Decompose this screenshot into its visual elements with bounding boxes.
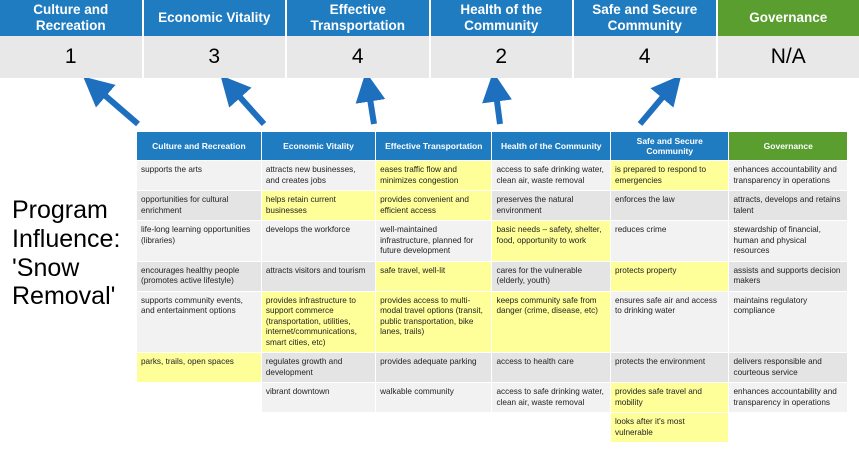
score-governance: N/A	[770, 45, 806, 68]
matrix-cell: stewardship of financial, human and physical resources	[729, 221, 848, 262]
table-row	[137, 413, 848, 443]
score-health-of-the-community: 2	[431, 36, 575, 78]
matrix-header-effective-transportation: Effective Transportation	[376, 132, 492, 161]
arrow-group	[0, 78, 859, 132]
score-economic-vitality: 3	[144, 36, 288, 78]
matrix-cell: protects the environment	[610, 353, 729, 383]
header-cell-governance	[718, 0, 859, 36]
matrix-cell: enhances accountability and transparency in operations	[729, 161, 848, 191]
matrix-cell: supports the arts	[137, 161, 262, 191]
arrow-icon-1	[94, 86, 138, 124]
header-cell-health-of-the-community	[431, 0, 575, 36]
matrix-cell	[729, 413, 848, 443]
matrix-cell: looks after it's most vulnerable	[610, 413, 729, 443]
matrix-cell: keeps community safe from danger (crime, disease, etc)	[492, 291, 611, 353]
matrix-cell: protects property	[610, 261, 729, 291]
matrix-cell	[492, 413, 611, 443]
scorecard-header-band	[0, 0, 859, 36]
score-effective-transportation: 4	[287, 36, 431, 78]
matrix-cell: preserves the natural environment	[492, 191, 611, 221]
header-cell-label: Economic Vitality	[158, 10, 271, 26]
header-cell-label: Safe and Secure Community	[592, 2, 698, 33]
matrix-header-governance: Governance	[729, 132, 848, 161]
matrix-cell	[137, 413, 262, 443]
table-row	[137, 353, 848, 383]
matrix-cell: regulates growth and development	[261, 353, 375, 383]
matrix-cell: eases traffic flow and minimizes congestion	[376, 161, 492, 191]
program-influence-line-4: Removal'	[12, 282, 116, 311]
header-cell-label: Culture and Recreation	[33, 2, 109, 33]
matrix-cell: assists and supports decision makers	[729, 261, 848, 291]
matrix-cell: attracts visitors and tourism	[261, 261, 375, 291]
matrix-cell: supports community events, and entertainment options	[137, 291, 262, 353]
table-row	[137, 261, 848, 291]
score-safe-and-secure-community: 4	[574, 36, 718, 78]
arrow-icon-4	[495, 86, 500, 124]
score-band	[0, 36, 859, 78]
header-cell-culture-and-recreation	[0, 0, 144, 36]
matrix-cell: life-long learning opportunities (libraries)	[137, 221, 262, 262]
matrix-cell: opportunities for cultural enrichment	[137, 191, 262, 221]
matrix-cell: provides access to multi-modal travel options (transit, public transportation, bike lanes, trails)	[376, 291, 492, 353]
matrix-header-economic-vitality: Economic Vitality	[261, 132, 375, 161]
matrix-cell: is prepared to respond to emergencies	[610, 161, 729, 191]
header-cell-safe-and-secure-community	[574, 0, 718, 36]
matrix-cell: maintains regulatory compliance	[729, 291, 848, 353]
arrow-icon-5	[640, 86, 672, 124]
matrix-cell: provides adequate parking	[376, 353, 492, 383]
matrix-cell: parks, trails, open spaces	[137, 353, 262, 383]
matrix-cell: develops the workforce	[261, 221, 375, 262]
header-cell-label: Governance	[749, 10, 828, 26]
matrix-header-culture-and-recreation: Culture and Recreation	[137, 132, 262, 161]
matrix-header-safe-and-secure-community: Safe and Secure Community	[610, 132, 729, 161]
header-cell-economic-vitality	[144, 0, 288, 36]
matrix-cell: attracts new businesses, and creates jobs	[261, 161, 375, 191]
matrix-cell: well-maintained infrastructure, planned for future development	[376, 221, 492, 262]
matrix-cell: access to health care	[492, 353, 611, 383]
matrix-cell: helps retain current businesses	[261, 191, 375, 221]
matrix-cell	[261, 413, 375, 443]
matrix-cell: provides infrastructure to support commerce (transportation, utilities, internet/communications, smart cities, etc)	[261, 291, 375, 353]
matrix-cell: vibrant downtown	[261, 383, 375, 413]
matrix-cell: delivers responsible and courteous service	[729, 353, 848, 383]
matrix-header-row	[137, 132, 848, 161]
matrix-cell: encourages healthy people (promotes active lifestyle)	[137, 261, 262, 291]
matrix-cell: ensures safe air and access to drinking water	[610, 291, 729, 353]
matrix-cell: reduces crime	[610, 221, 729, 262]
matrix-cell: cares for the vulnerable (elderly, youth)	[492, 261, 611, 291]
matrix-cell: enhances accountability and transparency in operations	[729, 383, 848, 413]
matrix-cell	[137, 383, 262, 413]
score-culture-and-recreation: 1	[0, 36, 144, 78]
matrix-cell: safe travel, well-lit	[376, 261, 492, 291]
table-row	[137, 191, 848, 221]
table-row	[137, 221, 848, 262]
arrow-icon-2	[230, 86, 264, 124]
arrow-icon-3	[368, 86, 374, 124]
matrix-cell	[376, 413, 492, 443]
header-cell-label: Health of the Community	[460, 2, 543, 33]
program-influence-line-2: Influence:	[12, 224, 121, 253]
table-row	[137, 383, 848, 413]
matrix-cell: basic needs – safety, shelter, food, opportunity to work	[492, 221, 611, 262]
matrix-cell: enforces the law	[610, 191, 729, 221]
matrix-header-health-of-the-community: Health of the Community	[492, 132, 611, 161]
header-cell-effective-transportation	[287, 0, 431, 36]
table-row	[137, 161, 848, 191]
matrix-cell: walkable community	[376, 383, 492, 413]
influence-matrix-table	[136, 131, 848, 443]
header-cell-label: Effective Transportation	[310, 2, 405, 33]
matrix-cell: access to safe drinking water, clean air, waste removal	[492, 161, 611, 191]
matrix-cell: provides safe travel and mobility	[610, 383, 729, 413]
matrix-cell: access to safe drinking water, clean air, waste removal	[492, 383, 611, 413]
matrix-cell: provides convenient and efficient access	[376, 191, 492, 221]
table-row	[137, 291, 848, 353]
program-influence-line-3: 'Snow	[12, 253, 80, 282]
program-influence-line-1: Program	[12, 196, 108, 224]
matrix-cell: attracts, develops and retains talent	[729, 191, 848, 221]
program-influence-label	[12, 196, 134, 311]
